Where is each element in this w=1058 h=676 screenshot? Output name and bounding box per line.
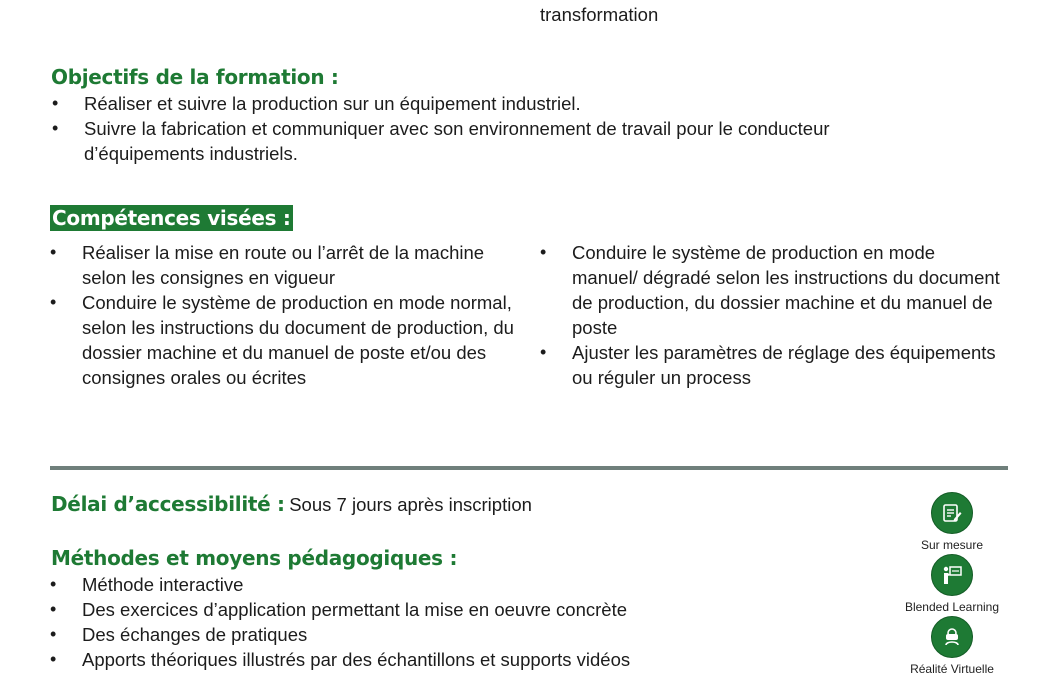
list-item: • Conduire le système de production en mode manuel/ dégradé selon les instructions du document de production, du dossier machine et du manuel de poste <box>540 240 1000 340</box>
objectifs-list <box>52 91 952 166</box>
delai-value: Sous 7 jours après inscription <box>289 494 532 515</box>
list-item: • Apports théoriques illustrés par des échantillons et supports vidéos <box>50 647 850 672</box>
badge-realite-virtuelle <box>882 616 1022 676</box>
competences-heading-text: Compétences visées : <box>52 206 291 230</box>
top-text-fragment: transformation <box>540 4 659 25</box>
list-item: • Des échanges de pratiques <box>50 622 850 647</box>
competences-left-list <box>50 240 522 390</box>
presenter-screen-icon <box>931 554 973 596</box>
delai-line <box>51 492 532 516</box>
badge-sur-mesure <box>882 492 1022 552</box>
vr-headset-icon <box>931 616 973 658</box>
badge-blended-learning <box>882 554 1022 614</box>
methodes-heading: Méthodes et moyens pédagogiques : <box>51 546 458 570</box>
list-item: • Suivre la fabrication et communiquer avec son environnement de travail pour le conducteur d’équipements industriels. <box>52 116 952 166</box>
badge-label: Réalité Virtuelle <box>910 662 994 676</box>
list-item: • Ajuster les paramètres de réglage des équipements ou réguler un process <box>540 340 1000 390</box>
list-item: • Des exercices d’application permettant la mise en oeuvre concrète <box>50 597 850 622</box>
document-pen-icon <box>931 492 973 534</box>
methodes-list <box>50 572 850 672</box>
section-divider <box>50 466 1008 470</box>
objectifs-heading: Objectifs de la formation : <box>51 65 339 89</box>
competences-heading <box>50 206 293 230</box>
list-item: • Méthode interactive <box>50 572 850 597</box>
badge-label: Sur mesure <box>920 538 984 552</box>
list-item: • Réaliser et suivre la production sur un équipement industriel. <box>52 91 952 116</box>
competences-right-list <box>540 240 1000 390</box>
badge-label: Blended Learning <box>904 600 1000 614</box>
delai-label: Délai d’accessibilité : <box>51 492 285 516</box>
list-item: • Réaliser la mise en route ou l’arrêt de la machine selon les consignes en vigueur <box>50 240 522 290</box>
list-item: • Conduire le système de production en mode normal, selon les instructions du document de production, du dossier machine et du manuel de poste et/ou des consignes orales ou écrites <box>50 290 522 390</box>
